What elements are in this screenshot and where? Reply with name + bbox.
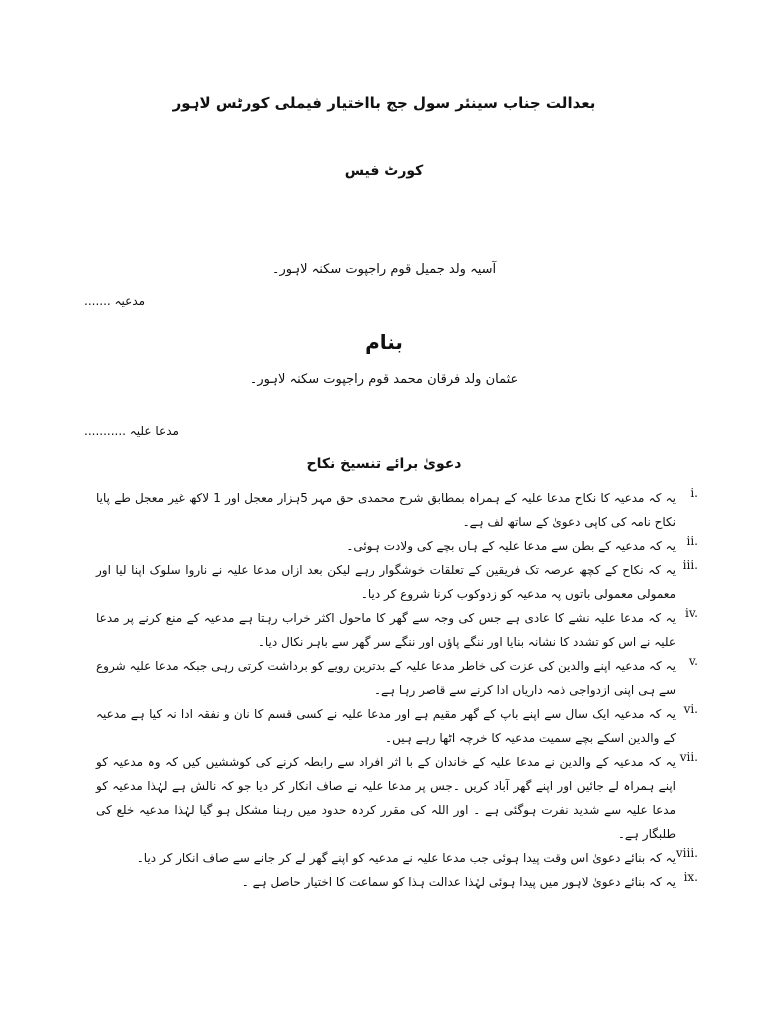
clause-item [96,486,698,534]
defendant-label: مدعا علیہ ........... [84,424,179,438]
clause-text: یہ کہ بنائے دعویٰ اس وقت پیدا ہوئی جب مدعا علیہ نے مدعیہ کو اپنے گھر لے کر جانے سے صاف انکار کر دیا۔ [136,851,676,865]
clause-text: یہ کہ مدعا علیہ نشے کا عادی ہے جس کی وجہ سے گھر کا ماحول اکثر خراب رہتا ہے مدعیہ کے منع کرنے پر مدعا علیہ نے اس کو تشدد کا نشانہ بنایا اور ننگے پاؤں اور ننگے سر گھر سے باہر نکال دیا۔ [96,611,676,649]
clause-text: یہ کہ بنائے دعویٰ لاہور میں پیدا ہوئی لہٰذا عدالت ہذا کو سماعت کا اختیار حاصل ہے ۔ [241,875,676,889]
clause-item [96,870,698,894]
clause-number: i. [690,486,698,500]
clause-item [96,654,698,702]
clause-text: یہ کہ نکاح کے کچھ عرصہ تک فریقین کے تعلقات خوشگوار رہے لیکن بعد ازاں مدعا علیہ نے ناروا سلوک اپنا لیا اور معمولی معمولی باتوں پہ مدعیہ کو زدوکوب کرنا شروع کر دیا۔ [96,563,676,601]
suit-title: دعویٰ برائے تنسیخ نکاح [306,456,462,472]
defendant-line: عثمان ولد فرقان محمد قوم راجپوت سکنہ لاہور۔ [249,372,519,387]
clause-item [96,606,698,654]
clause-text: یہ کہ مدعیہ کے والدین نے مدعا علیہ کے خاندان کے با اثر افراد سے رابطہ کرنے کی کوششیں کیں کہ وہ مدعیہ کو اپنے ہمراہ لے جائیں اور اپنے گھر آباد کریں ۔جس پر مدعا علیہ نے صاف انکار کر دیا جو کہ نالش ہے لہٰذا مدعیہ کو مدعا علیہ سے شدید نفرت ہوگئی ہے ۔ اور اللہ کی مقرر کردہ حدود میں رہنا مشکل ہو گیا لہٰذا مدعیہ خلع کی طلبگار ہے۔ [96,755,676,841]
clause-number: iii. [682,558,698,572]
versus-heading: بنام [365,330,403,354]
clause-text: یہ کہ مدعیہ کے بطن سے مدعا علیہ کے ہاں بچے کی ولادت ہوئی۔ [346,539,676,553]
clause-number: ix. [683,870,698,884]
clause-number: iv. [684,606,698,620]
clause-number: v. [688,654,698,668]
court-fee-label: کورٹ فیس [344,163,424,179]
clause-number: vi. [683,702,698,716]
plaintiff-line: آسیہ ولد جمیل قوم راجپوت سکنہ لاہور۔ [271,262,497,277]
plaintiff-label: مدعیہ ....... [84,294,146,308]
clause-number: viii. [675,846,698,860]
clause-item [96,750,698,846]
clause-number: ii. [686,534,698,548]
clause-item [96,534,698,558]
clause-item [96,702,698,750]
clause-list [96,486,698,894]
clause-item [96,846,698,870]
clause-text: یہ کہ مدعیہ اپنے والدین کی عزت کی خاطر مدعا علیہ کے بدترین رویے کو برداشت کرتی رہی جبکہ مدعا علیہ شروع سے ہی اپنی ازدواجی ذمہ داریاں ادا کرنے سے قاصر رہا ہے۔ [96,659,676,697]
clause-text: یہ کہ مدعیہ ایک سال سے اپنے باپ کے گھر مقیم ہے اور مدعا علیہ نے کسی قسم کا نان و نفقہ ادا نہ کیا ہے مدعیہ کے والدین اسکے بچے سمیت مدعیہ کا خرچہ اٹھا رہے ہیں۔ [96,707,676,745]
court-title: بعدالت جناب سینئر سول جج بااختیار فیملی کورٹس لاہور [172,94,596,112]
clause-number: vii. [679,750,698,764]
clause-text: یہ کہ مدعیہ کا نکاح مدعا علیہ کے ہمراہ بمطابق شرح محمدی حق مہر 5ہزار معجل اور 1 لاکھ غیر معجل طے پایا نکاح نامہ کی کاپی دعویٰ کے ساتھ لف ہے۔ [96,491,676,529]
clause-item [96,558,698,606]
